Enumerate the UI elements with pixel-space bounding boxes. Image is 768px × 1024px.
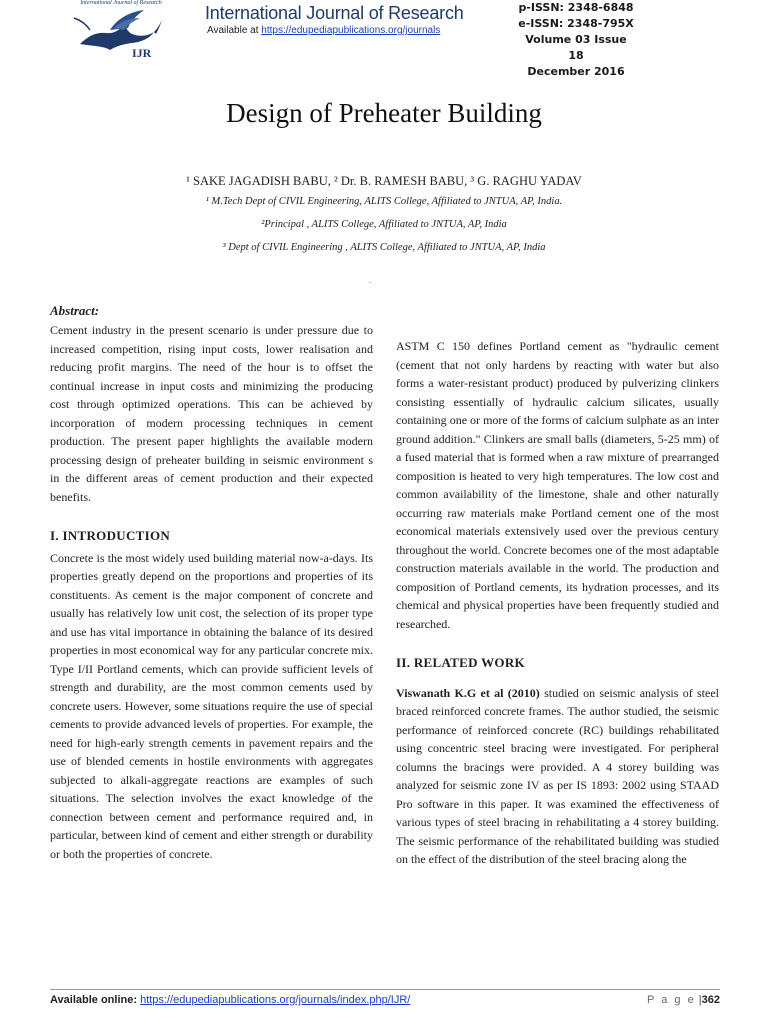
footer-divider — [50, 989, 720, 990]
e-issn: e-ISSN: 2348-795X — [518, 17, 634, 30]
footer-journal-link[interactable]: https://edupediapublications.org/journals/index.php/IJR/ — [140, 994, 411, 1006]
winged-horse-icon — [70, 6, 170, 54]
issue-date: December 2016 — [527, 65, 625, 78]
logo-mark: IJR — [132, 46, 152, 60]
footer-available-label: Available online: — [50, 994, 138, 1006]
page-number: 362 — [701, 994, 720, 1006]
left-column — [50, 302, 373, 863]
footer-availability — [50, 994, 410, 1006]
introduction-continued-text: ASTM C 150 defines Portland cement as "hydraulic cement (cement that not only hardens by reacting with water but also forms a water-resistant product) produced by pulverizing clinkers consisting essentially of hydraulic calcium silicates, usually containing one or more of the forms of calcium sulphate as an inter ground addition." Clinkers are small balls (diameters, 5-25 mm) of a fused material that is formed when a raw mixture of prearranged composition is heated to very high temperatures. The low cost and common availability of the limestone, shale and other naturally occurring raw materials make Portland cement one of the most economical materials extensively used over the previous century throughout the world. Concrete becomes one of the most adaptable construction materials available in the world. The production and composition of Portland cements, its hydration processes, and its chemical and physical properties have been frequently studied and researched. — [396, 339, 719, 631]
affiliation-2: ²Principal , ALITS College, Affiliated to JNTUA, AP, India — [261, 219, 507, 230]
journal-title: International Journal of Research — [205, 3, 464, 23]
stray-mark: . — [369, 276, 371, 285]
right-column — [396, 337, 719, 869]
author-reference: Viswanath K.G et al (2010) — [396, 685, 540, 700]
journal-logo — [62, 0, 180, 62]
journal-link[interactable]: https://edupediapublications.org/journals — [261, 25, 441, 36]
logo-caption: International Journal of Research — [80, 0, 162, 6]
affiliation-1: ¹ M.Tech Dept of CIVIL Engineering, ALITS College, Affiliated to JNTUA, AP, India. — [205, 196, 563, 207]
page-indicator — [647, 994, 720, 1006]
related-work-heading: II. RELATED WORK — [396, 655, 525, 670]
introduction-heading: I. INTRODUCTION — [50, 528, 171, 543]
page-label: P a g e — [647, 994, 696, 1006]
p-issn: p-ISSN: 2348-6848 — [518, 1, 634, 14]
paper-title: Design of Preheater Building — [226, 98, 542, 128]
related-work-text: studied on seismic analysis of steel braced reinforced concrete frames. The author studied, the seismic performance of reinforced concrete (RC) buildings rehabilitated using concentric steel bracing were investigated. For peripheral columns the bracings were provided. A 4 storey building was analyzed for seismic zone IV as per IS 1893: 2002 using STAAD Pro software in this paper. It was examined the effectiveness of various types of steel bracing in rehabilitating a 4 storey building. The seismic performance of the rehabilitated building was studied on the effect of the distribution of the steel bracing along the — [396, 685, 719, 866]
author-list: ¹ SAKE JAGADISH BABU, ² Dr. B. RAMESH BABU, ³ G. RAGHU YADAV — [186, 174, 582, 188]
abstract-text: Cement industry in the present scenario is under pressure due to increased competition, rising input costs, lower realisation and reducing profit margins. The need of the hour is to offset the continual increase in input costs and minimizing the producing cost through optimized operations. This can be achieved by incorporation of modern processing techniques in cement production. The present paper highlights the available modern processing design of preheater building in seismic environment s in the different areas of cement production and their expected benefits. — [50, 323, 373, 504]
volume-issue: Volume 03 Issue 18 — [525, 33, 627, 62]
affiliation-3: ³ Dept of CIVIL Engineering , ALITS College, Affiliated to JNTUA, AP, India — [222, 242, 546, 253]
page-separator: | — [698, 994, 702, 1006]
issn-block — [516, 0, 636, 80]
journal-availability — [207, 25, 440, 36]
related-work-paragraph — [396, 684, 719, 869]
availability-label: Available at — [207, 25, 262, 36]
introduction-text: Concrete is the most widely used building material now-a-days. Its properties greatly depend on the proportions and properties of its constituents. As cement is the major component of concrete and usually has relatively low unit cost, the selection of its proper type and use has vital importance in obtaining the balance of its desired properties in most economical way for any particular concrete mix. Type I/II Portland cements, which can provide sufficient levels of strength and durability, are the most common cements used by concrete users. However, some situations require the use of special cements to provide advanced levels of properties. For example, the need for high-early strength cements in pavement repairs and the use of blended cements in hostile environments with aggregates subjected to alkali-aggregate reactions are examples of such situations. The selection involves the exact knowledge of the connection between cement and performance required and, in particular, between kind of cement and either strength or durability or both the properties of concrete. — [50, 550, 373, 861]
abstract-heading: Abstract: — [50, 303, 100, 318]
